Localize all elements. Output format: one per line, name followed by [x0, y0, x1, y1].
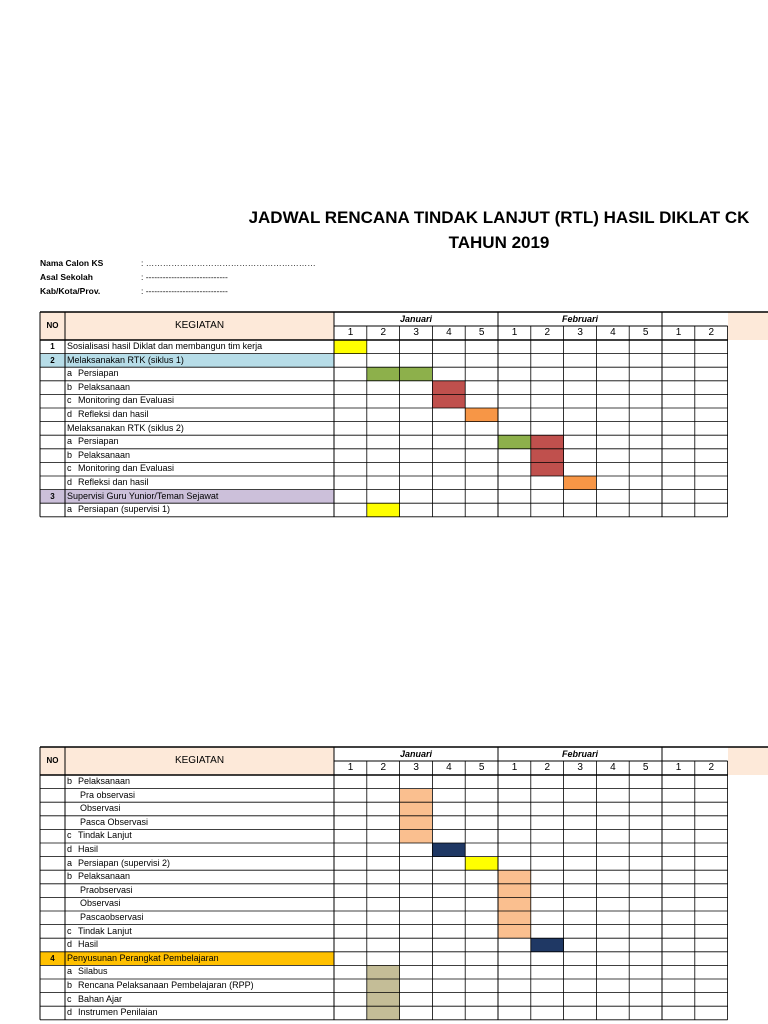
table-row [40, 938, 728, 952]
schedule-cell-fill [498, 884, 531, 898]
header-week: 4 [446, 762, 452, 773]
row-activity: Pelaksanaan [78, 776, 131, 786]
row-sub-letter: c [67, 463, 72, 474]
schedule-cell-fill [367, 367, 400, 381]
table-row [40, 367, 728, 381]
row-activity: Pasca Observasi [80, 816, 149, 827]
info-value: : …………………………………………………… [141, 258, 316, 268]
row-activity: Rencana Pelaksanaan Pembelajaran (RPP) [78, 980, 254, 990]
header-week: 3 [577, 327, 583, 338]
schedule-cell-fill [531, 462, 564, 476]
row-sub-letter: c [67, 830, 72, 841]
title-line-2: TAHUN 2019 [448, 233, 550, 252]
row-sub-letter: b [67, 871, 73, 882]
row-activity: Refleksi dan hasil [78, 477, 149, 487]
header-month: Januari [399, 749, 432, 759]
row-number: 2 [50, 355, 55, 365]
row-sub-letter: b [67, 381, 73, 392]
schedule-cell-fill [432, 843, 465, 857]
row-activity: Hasil [78, 939, 99, 950]
info-label: Kab/Kota/Prov. [40, 286, 101, 296]
row-number: 3 [50, 491, 55, 501]
table-row [40, 490, 728, 504]
row-activity: Melaksanakan RTK (siklus 2) [67, 422, 184, 433]
row-activity: Sosialisasi hasil Diklat dan membangun tim kerja [67, 341, 263, 351]
schedule-cell-fill [498, 435, 531, 449]
schedule-cell-fill [432, 381, 465, 395]
table-row [40, 802, 728, 816]
row-activity: Pelaksanaan [78, 871, 131, 882]
schedule-cell-fill [498, 870, 531, 884]
info-value: : ----------------------------- [141, 272, 228, 282]
header-month: Februari [561, 749, 598, 759]
schedule-cell-fill [367, 965, 400, 979]
row-sub-letter: d [67, 844, 73, 854]
table-row [40, 829, 728, 843]
table-row [40, 503, 728, 517]
header-week: 1 [675, 327, 682, 338]
schedule-cell-fill [531, 938, 564, 952]
schedule-cell-fill [498, 897, 531, 911]
table-row [40, 816, 728, 830]
row-activity: Tindak Lanjut [78, 925, 132, 936]
row-number: 4 [50, 953, 55, 963]
row-activity: Pelaksanaan [78, 449, 131, 460]
info-label: Nama Calon KS [40, 258, 104, 268]
info-label: Asal Sekolah [40, 272, 93, 282]
table-row [40, 476, 728, 490]
row-sub-letter: b [67, 776, 73, 786]
schedule-cell-fill [400, 789, 433, 803]
schedule-cell-fill [400, 829, 433, 843]
header-week: 4 [610, 762, 616, 773]
row-activity: Penyusunan Perangkat Pembelajaran [67, 952, 219, 963]
table-row [40, 408, 728, 422]
schedule-cell-fill [400, 802, 433, 816]
schedule-cell-fill [367, 1006, 400, 1020]
header-week: 2 [544, 327, 551, 338]
table-row [40, 979, 728, 993]
schedule-cell-fill [531, 435, 564, 449]
header-week: 3 [577, 762, 583, 773]
row-activity: Persiapan (supervisi 2) [78, 857, 171, 868]
header-week: 1 [511, 762, 518, 773]
row-activity: Melaksanakan RTK (siklus 1) [67, 354, 184, 365]
schedule-cell-fill [367, 503, 400, 517]
table-row [40, 449, 728, 463]
title-line-1: JADWAL RENCANA TINDAK LANJUT (RTL) HASIL DIKLAT CK [248, 208, 750, 227]
table-row [40, 354, 728, 368]
schedule-cell-fill [432, 394, 465, 408]
row-activity: Pra observasi [80, 789, 136, 800]
table-row [40, 870, 728, 884]
row-activity: Monitoring dan Evaluasi [78, 395, 175, 406]
row-activity: Observasi [80, 803, 121, 814]
row-sub-letter: a [67, 436, 73, 447]
row-activity: Persiapan [78, 368, 119, 379]
header-week: 5 [642, 762, 649, 773]
table-row [40, 381, 728, 395]
header-kegiatan: KEGIATAN [174, 755, 225, 766]
table-row [40, 884, 728, 898]
row-activity: Bahan Ajar [78, 993, 123, 1004]
table-row [40, 422, 728, 436]
table-row [40, 789, 728, 803]
row-activity: Tindak Lanjut [78, 830, 132, 841]
header-week: 1 [347, 327, 354, 338]
schedule-cell-fill [564, 476, 597, 490]
table-row [40, 435, 728, 449]
schedule-cell-fill [367, 993, 400, 1007]
schedule-cell-fill [531, 449, 564, 463]
row-sub-letter: d [67, 939, 73, 950]
header-bg-extra [728, 312, 768, 340]
row-sub-letter: a [67, 857, 73, 868]
row-activity: Hasil [78, 844, 99, 854]
schedule-cell-fill [367, 979, 400, 993]
row-activity: Persiapan (supervisi 1) [78, 504, 171, 515]
table-row [40, 911, 728, 925]
schedule-cell-fill [498, 911, 531, 925]
header-kegiatan: KEGIATAN [174, 320, 225, 331]
schedule-cell-fill [400, 816, 433, 830]
row-activity: Pelaksanaan [78, 381, 131, 392]
row-activity: Supervisi Guru Yunior/Teman Sejawat [67, 490, 219, 501]
table-row [40, 965, 728, 979]
row-activity: Instrumen Penilaian [78, 1007, 158, 1018]
row-sub-letter: d [67, 409, 73, 419]
row-activity: Praobservasi [80, 884, 133, 895]
row-sub-letter: d [67, 1007, 73, 1018]
schedule-cell-fill [334, 340, 367, 354]
header-bg-extra [728, 747, 768, 775]
header-week: 2 [544, 762, 551, 773]
schedule-cell-fill [400, 367, 433, 381]
table-row [40, 843, 728, 857]
table-row [40, 1006, 728, 1020]
row-sub-letter: b [67, 980, 73, 990]
table-row [40, 340, 728, 354]
table-row [40, 462, 728, 476]
row-activity: Pascaobservasi [80, 912, 144, 922]
header-week: 2 [380, 327, 387, 338]
schedule-cell-fill [465, 408, 498, 422]
table-row [40, 897, 728, 911]
header-week: 3 [413, 762, 419, 773]
header-week: 1 [675, 762, 682, 773]
table-row [40, 952, 728, 966]
row-sub-letter: a [67, 368, 73, 379]
header-week: 1 [347, 762, 354, 773]
table-row [40, 775, 728, 789]
row-activity: Monitoring dan Evaluasi [78, 463, 175, 474]
row-number: 1 [50, 342, 55, 351]
header-week: 4 [446, 327, 452, 338]
header-week: 2 [708, 762, 715, 773]
table-row [40, 394, 728, 408]
row-sub-letter: c [67, 993, 72, 1004]
row-activity: Persiapan [78, 436, 119, 447]
row-sub-letter: a [67, 504, 73, 515]
header-week: 2 [380, 762, 387, 773]
header-no: NO [46, 756, 59, 765]
row-activity: Silabus [78, 966, 108, 977]
row-sub-letter: a [67, 966, 73, 977]
table-row [40, 993, 728, 1007]
header-month: Februari [561, 314, 598, 324]
info-value: : ----------------------------- [141, 286, 228, 296]
row-activity: Observasi [80, 898, 121, 909]
table-row [40, 925, 728, 939]
header-week: 5 [478, 327, 485, 338]
row-sub-letter: c [67, 395, 72, 406]
header-week: 4 [610, 327, 616, 338]
row-sub-letter: d [67, 477, 73, 487]
table-row [40, 857, 728, 871]
header-week: 5 [478, 762, 485, 773]
row-activity: Refleksi dan hasil [78, 409, 149, 419]
header-week: 1 [511, 327, 518, 338]
header-no: NO [46, 321, 59, 330]
schedule-cell-fill [498, 925, 531, 939]
header-week: 5 [642, 327, 649, 338]
header-week: 2 [708, 327, 715, 338]
row-sub-letter: c [67, 925, 72, 936]
header-month: Januari [399, 314, 432, 324]
header-week: 3 [413, 327, 419, 338]
row-sub-letter: b [67, 449, 73, 460]
schedule-cell-fill [465, 857, 498, 871]
